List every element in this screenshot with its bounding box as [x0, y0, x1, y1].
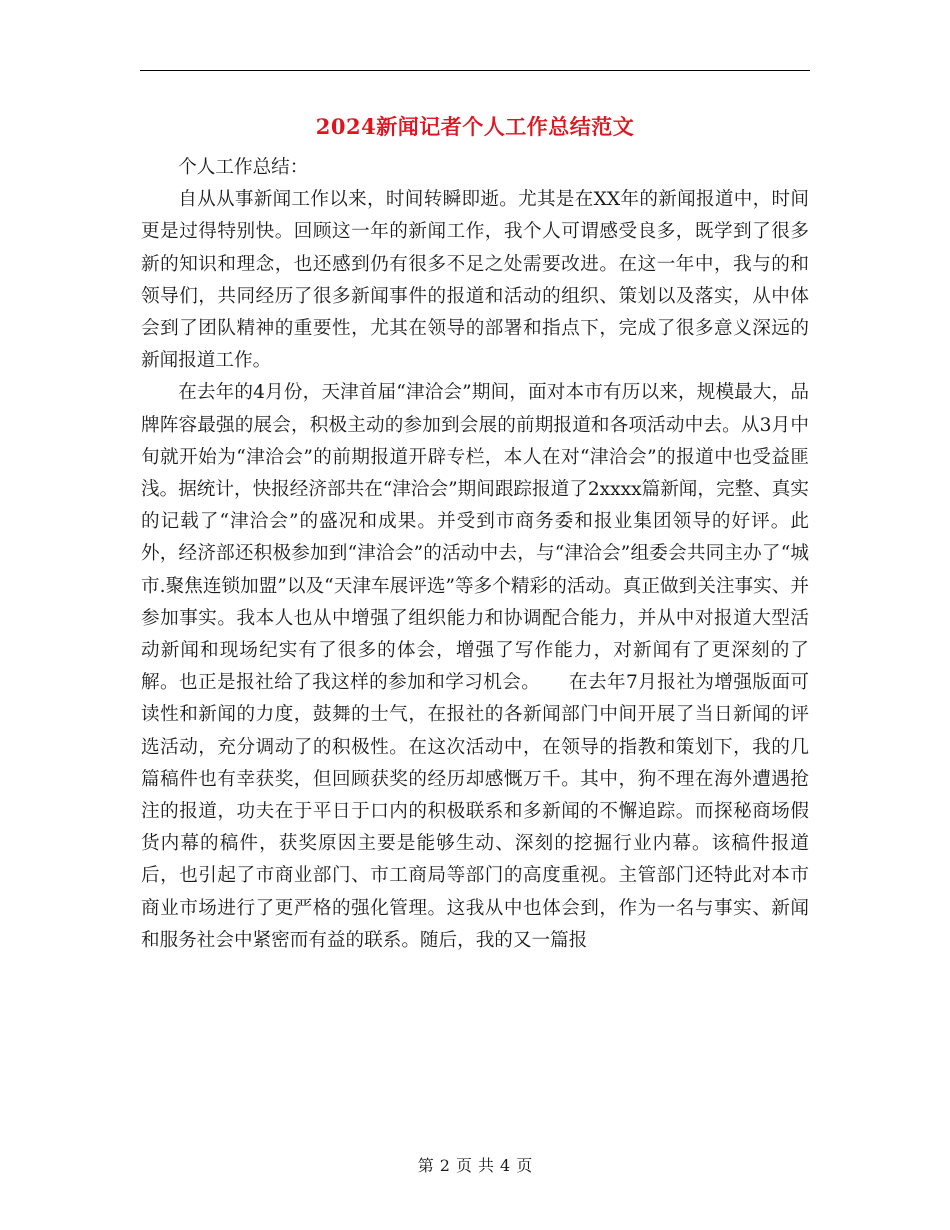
footer-total-pages: 4: [500, 1156, 511, 1175]
paragraph: 在去年的4月份，天津首届“津洽会”期间，面对本市有历以来，规模最大，品牌阵容最强的展会，积极主动的参加到会展的前期报道和各项活动中去。从3月中旬就开始为“津洽会”的前期报道开辟专栏，本人在对“津洽会”的报道中也受益匪浅。据统计，快报经济部共在“津洽会”期间跟踪报道了2xxxx篇新闻，完整、真实的记载了“津洽会”的盛况和成果。并受到市商务委和报业集团领导的好评。此外，经济部还积极参加到“津洽会”的活动中去，与“津洽会”组委会共同主办了“城市.聚焦连锁加盟”以及“天津车展评选”等多个精彩的活动。真正做到关注事实、并参加事实。我本人也从中增强了组织能力和协调配合能力，并从中对报道大型活动新闻和现场纪实有了很多的体会，增强了写作能力，对新闻有了更深刻的了解。也正是报社给了我这样的参加和学习机会。 在去年7月报社为增强版面可读性和新闻的力度，鼓舞的士气，在报社的各新闻部门中间开展了当日新闻的评选活动，充分调动了的积极性。在这次活动中，在领导的指教和策划下，我的几篇稿件也有幸获奖，但回顾获奖的经历却感慨万千。其中，狗不理在海外遭遇抢注的报道，功夫在于平日于口内的积极联系和多新闻的不懈追踪。而探秘商场假货内幕的稿件，获奖原因主要是能够生动、深刻的挖掘行业内幕。该稿件报道后，也引起了市商业部门、市工商局等部门的高度重视。主管部门还特此对本市商业市场进行了更严格的强化管理。这我从中也体会到，作为一名与事实、新闻和服务社会中紧密而有益的联系。随后，我的又一篇报: [141, 382, 809, 951]
document-title: 2024新闻记者个人工作总结范文: [315, 114, 635, 139]
page-footer: [0, 1154, 950, 1178]
footer-word-page: 第: [417, 1156, 434, 1175]
footer-word-unit: 页: [455, 1156, 472, 1175]
header-rule: [140, 70, 810, 71]
paragraph-heading: 个人工作总结：: [178, 157, 309, 178]
footer-page-number: 2: [439, 1156, 450, 1175]
footer-word-total: 共: [478, 1156, 495, 1175]
document-body: [141, 152, 809, 957]
paragraph: 自从从事新闻工作以来，时间转瞬即逝。尤其是在XX年的新闻报道中，时间更是过得特别快。回顾这一年的新闻工作，我个人可谓感受良多，既学到了很多新的知识和理念，也还感到仍有很多不足之处需要改进。在这一年中，我与的和领导们，共同经历了很多新闻事件的报道和活动的组织、策划以及落实，从中体会到了团队精神的重要性，尤其在领导的部署和指点下，完成了很多意义深远的新闻报道工作。: [141, 189, 809, 372]
footer-word-unit-2: 页: [516, 1156, 533, 1175]
